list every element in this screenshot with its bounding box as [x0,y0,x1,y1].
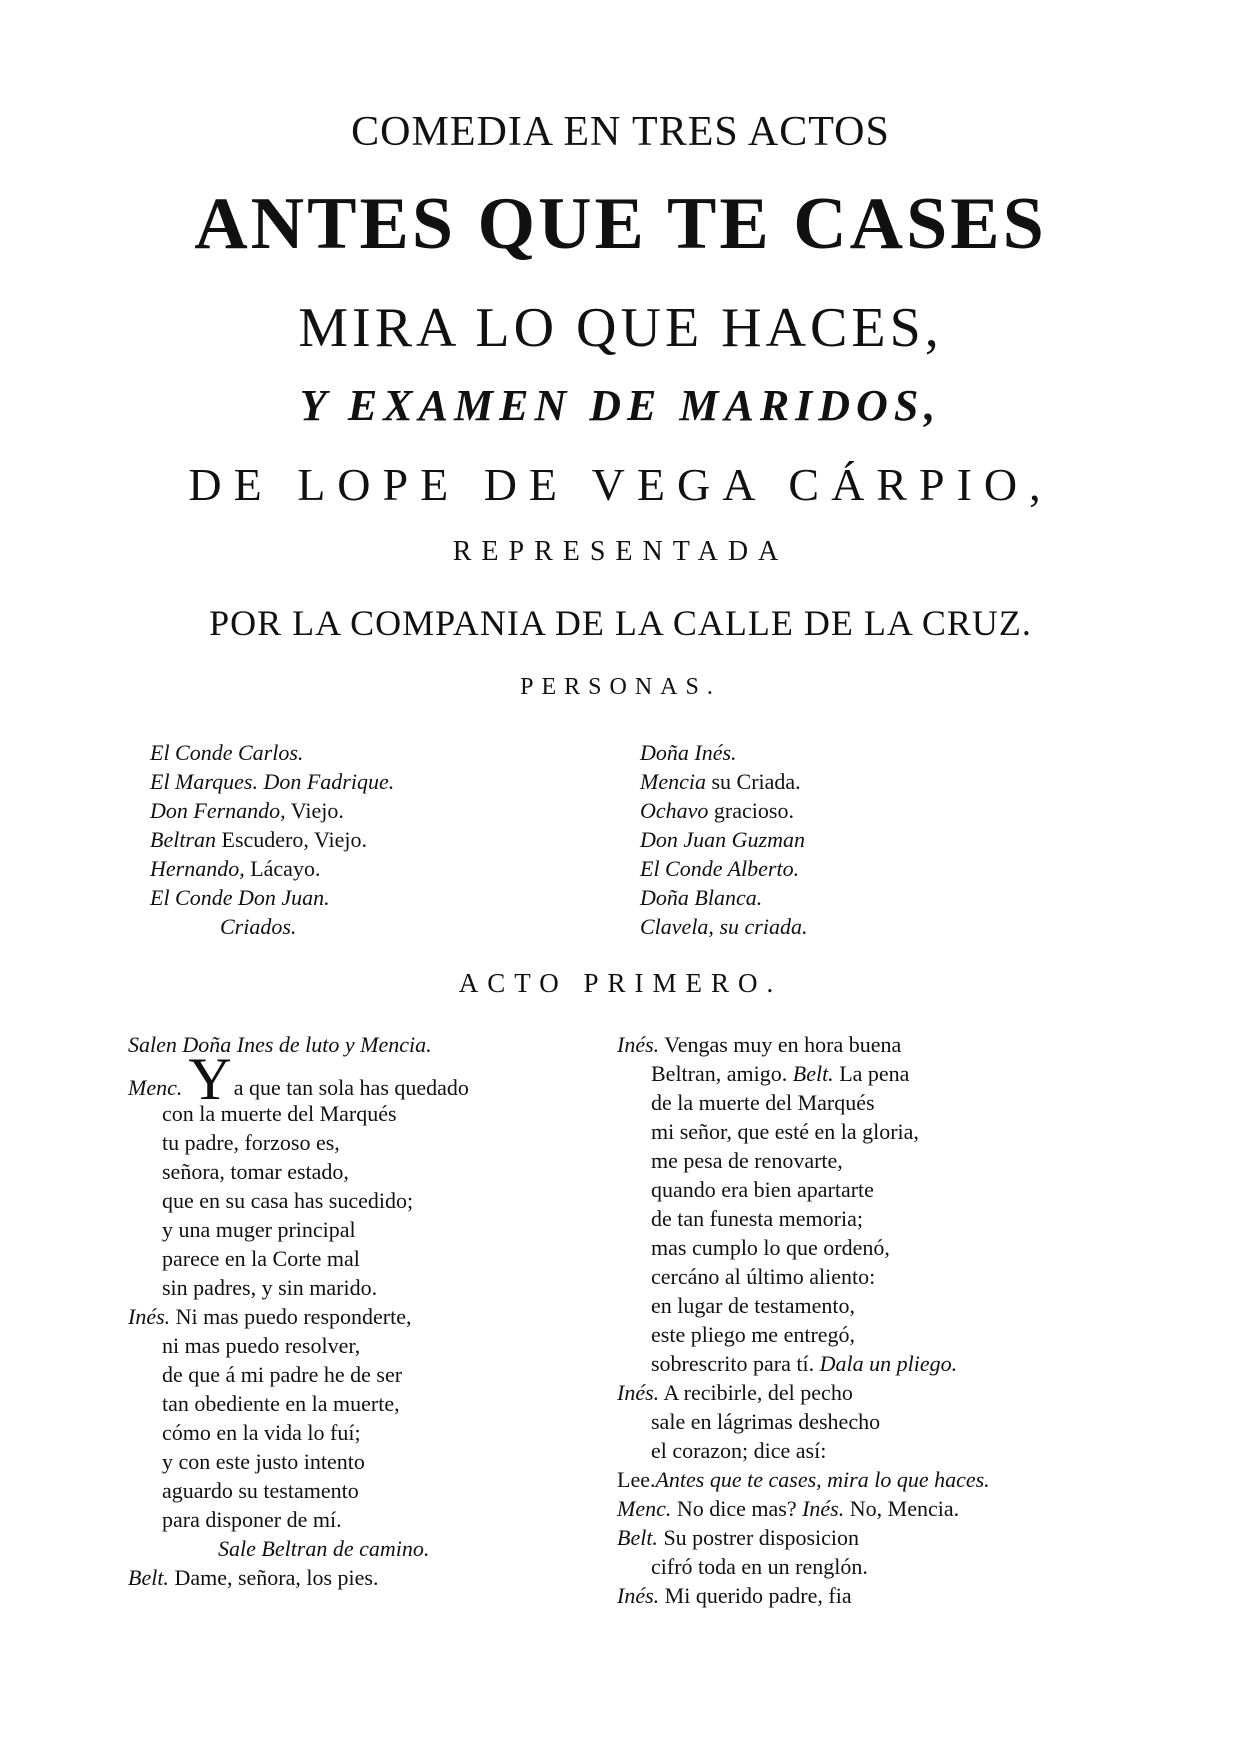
verse-line: sin padres, y sin marido. [162,1275,378,1300]
title-line-2: ANTES QUE TE CASES [194,183,1047,265]
verse-line: aguardo su testamento [162,1478,359,1503]
verse-line [617,1494,1137,1523]
company-line: POR LA COMPANIA DE LA CALLE DE LA CRUZ. [209,603,1032,643]
stage-direction: Dala un pliego. [819,1351,958,1376]
verse-line: con la muerte del Marqués [162,1101,397,1126]
speaker-label: Lee. [617,1467,656,1492]
cast-item: El Conde Don Juan. [150,885,330,910]
verse-text: A recibirle, del pecho [663,1380,853,1405]
speaker-label: Inés. [802,1496,845,1521]
verse-line: tu padre, forzoso es, [162,1130,340,1155]
speaker-label: Menc. [128,1075,183,1100]
title-line-3: MIRA LO QUE HACES, [298,297,943,359]
cast-item: Criados. [220,914,297,939]
verse-text: La pena [839,1061,910,1086]
verse-line: señora, tomar estado, [162,1159,349,1184]
speaker-label: Belt. [128,1565,169,1590]
verse-line: ni mas puedo resolver, [162,1333,361,1358]
verse-line [128,1302,598,1331]
verse-line [128,1046,598,1112]
verse-text: No, Mencia. [849,1496,960,1521]
speaker-label: Inés. [128,1304,171,1329]
cast-item: Beltran Escudero, Viejo. [150,827,368,852]
cast-item: Doña Inés. [640,740,737,765]
verse-line: parece en la Corte mal [162,1246,360,1271]
verse-line: me pesa de renovarte, [651,1148,843,1173]
verse-line: cifró toda en un renglón. [651,1554,868,1579]
cast-item: Don Juan Guzman [640,827,805,852]
title-line-4: Y EXAMEN DE MARIDOS, [299,381,942,430]
verse-line: que en su casa has sucedido; [162,1188,414,1213]
speaker-label: Inés. [617,1032,660,1057]
drop-cap: Y [188,1046,232,1112]
verse-line [617,1030,1137,1059]
verse-line: para disponer de mí. [162,1507,342,1532]
verse-line: cómo en la vida lo fuí; [162,1420,361,1445]
cast-list-left [150,738,394,941]
verse-line: y una muger principal [162,1217,356,1242]
verse-line: este pliego me entregó, [651,1322,856,1347]
verse-line: el corazon; dice así: [651,1438,827,1463]
cast-item: Ochavo gracioso. [640,798,794,823]
verse-line: de la muerte del Marqués [651,1090,875,1115]
verse-line: mas cumplo lo que ordenó, [651,1235,890,1260]
verse-line [128,1563,598,1592]
speaker-label: Menc. [617,1496,672,1521]
verse-line [617,1059,1137,1088]
cast-item: El Conde Alberto. [640,856,800,881]
speaker-label: Inés. [617,1583,660,1608]
verse-text: Ni mas puedo responderte, [175,1304,412,1329]
verse-line [617,1465,1137,1494]
personas-heading: PERSONAS. [520,674,721,700]
title-line-1: COMEDIA EN TRES ACTOS [351,109,890,155]
verse-line [617,1581,1137,1610]
represented-line: REPRESENTADA [452,536,789,567]
stage-direction: Sale Beltran de camino. [218,1536,430,1561]
cast-list-right [640,738,807,941]
cast-item: Mencia su Criada. [640,769,801,794]
verse-text: Mi querido padre, fia [664,1583,852,1608]
cast-item: Clavela, su criada. [640,914,808,939]
speaker-label: Belt. [792,1061,834,1086]
verse-line: y con este justo intento [162,1449,365,1474]
act-heading: ACTO PRIMERO. [458,968,783,998]
verse-line [617,1349,1137,1378]
speaker-label: Belt. [617,1525,658,1550]
verse-line: tan obediente en la muerte, [162,1391,400,1416]
cast-item: Doña Blanca. [640,885,763,910]
verse-line: quando era bien apartarte [651,1177,874,1202]
author-line: DE LOPE DE VEGA CÁRPIO, [188,459,1053,510]
speaker-label: Inés. [617,1380,660,1405]
stage-direction: Salen Doña Ines de luto y Mencia. [128,1032,432,1057]
verse-line: cercáno al último aliento: [651,1264,876,1289]
verse-line [617,1523,1137,1552]
verse-text: Dame, señora, los pies. [174,1565,379,1590]
cast-item: Don Fernando, Viejo. [150,798,344,823]
cast-item: Hernando, Lácayo. [150,856,321,881]
verse-line: de tan funesta memoria; [651,1206,863,1231]
verse-line: sale en lágrimas deshecho [651,1409,881,1434]
verse-line: en lugar de testamento, [651,1293,856,1318]
cast-item: El Conde Carlos. [150,740,304,765]
verse-text: Beltran, amigo. [651,1061,788,1086]
read-text: Antes que te cases, mira lo que haces. [655,1467,990,1492]
verse-text: a que tan sola has quedado [233,1075,469,1100]
verse-text: Vengas muy en hora buena [664,1032,902,1057]
verse-line: de que á mi padre he de ser [162,1362,403,1387]
verse-text: sobrescrito para tí. [651,1351,815,1376]
cast-item: El Marques. Don Fadrique. [150,769,395,794]
verse-text: No dice mas? [676,1496,797,1521]
verse-line [617,1378,1137,1407]
play-text-right-column [617,1030,1137,1610]
verse-line: mi señor, que esté en la gloria, [651,1119,919,1144]
verse-text: Su postrer disposicion [663,1525,859,1550]
play-text-left-column [128,1030,598,1592]
